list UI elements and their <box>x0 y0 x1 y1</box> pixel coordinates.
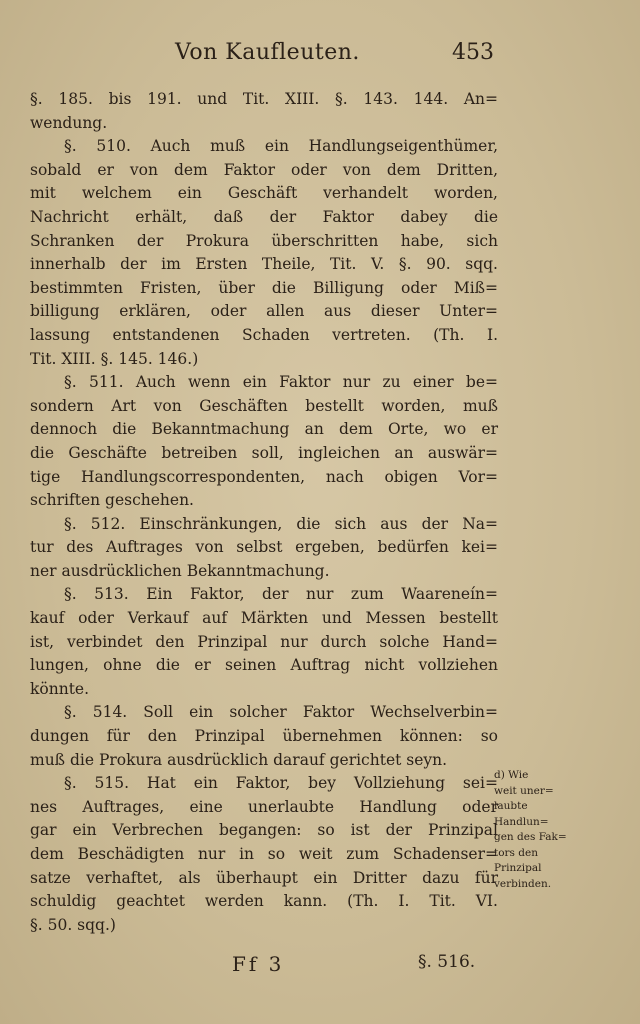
text-line: schriften geschehen. <box>30 491 194 510</box>
text-line: tige Handlungscorrespondenten, nach obigen Vor= <box>30 467 498 486</box>
text-line: wendung. <box>30 113 108 132</box>
text-line: bestimmten Fristen, über die Billigung oder Miß= <box>30 278 498 297</box>
text-line: Schranken der Prokura überschritten habe, sich <box>30 231 498 250</box>
running-head: Von Kaufleuten. <box>175 40 360 65</box>
margin-note-line: d) Wie <box>494 769 529 781</box>
margin-note-line: weit uner= <box>494 784 554 797</box>
text-line: satze verhaftet, als überhaupt ein Dritter dazu für <box>30 868 498 887</box>
text-line: nes Auftrages, eine unerlaubte Handlung oder <box>30 797 498 816</box>
text-line: mit welchem ein Geschäft verhandelt worden, <box>30 184 498 203</box>
body-text <box>30 88 498 937</box>
page-number: 453 <box>452 40 494 65</box>
margin-note <box>494 768 574 892</box>
text-line: §. 510. Auch muß ein Handlungseigenthümer, <box>64 137 498 156</box>
text-line: die Geschäfte betreiben soll, ingleichen an auswär= <box>30 443 498 462</box>
text-line: §. 515. Hat ein Faktor, bey Vollziehung sei= <box>64 774 498 793</box>
text-line: §. 514. Soll ein solcher Faktor Wechselverbin= <box>64 703 498 722</box>
text-line: sobald er von dem Faktor oder von dem Dritten, <box>30 160 498 179</box>
text-line: könnte. <box>30 679 90 698</box>
text-line: tur des Auftrages von selbst ergeben, bedürfen kei= <box>30 538 498 557</box>
text-line: innerhalb der im Ersten Theile, Tit. V. §. 90. sqq. <box>30 255 498 274</box>
signature-mark: Ff 3 <box>232 952 285 976</box>
text-line: billigung erklären, oder allen aus dieser Unter= <box>30 302 498 321</box>
page-header <box>0 40 640 76</box>
text-line: Nachricht erhält, daß der Faktor dabey die <box>30 207 498 226</box>
text-line: Tit. XIII. §. 145. 146.) <box>30 349 199 368</box>
text-line: dem Beschädigten nur in so weit zum Schadenser= <box>30 845 498 863</box>
text-line: sondern Art von Geschäften bestellt worden, muß <box>30 396 498 415</box>
text-line: dungen für den Prinzipal übernehmen können: so <box>30 727 498 746</box>
text-line: gar ein Verbrechen begangen: so ist der Prinzipal <box>30 821 498 840</box>
catchword: §. 516. <box>418 952 476 972</box>
text-line: lungen, ohne die er seinen Auftrag nicht vollziehen <box>30 656 498 675</box>
text-line: dennoch die Bekanntmachung an dem Orte, wo er <box>30 420 498 439</box>
text-line: §. 512. Einschränkungen, die sich aus der Na= <box>64 514 498 533</box>
text-line: schuldig geachtet werden kann. (Th. I. Tit. VI. <box>30 892 498 911</box>
text-line: muß die Prokura ausdrücklich darauf gerichtet seyn. <box>30 750 448 769</box>
text-line: kauf oder Verkauf auf Märkten und Messen bestellt <box>30 609 498 628</box>
margin-note-line: gen des Fak= <box>494 831 567 843</box>
text-line: lassung entstandenen Schaden vertreten. (Th. I. <box>30 325 498 344</box>
margin-note-line: laubte <box>494 800 528 812</box>
text-line: §. 511. Auch wenn ein Faktor nur zu einer be= <box>64 373 498 392</box>
margin-note-line: tors den <box>494 846 538 859</box>
text-line: §. 513. Ein Faktor, der nur zum Waareneín= <box>64 585 498 604</box>
margin-note-line: Handlun= <box>494 815 549 828</box>
text-line: §. 185. bis 191. und Tit. XIII. §. 143. 144. An= <box>30 90 498 108</box>
text-line: ner ausdrücklichen Bekanntmachung. <box>30 561 330 580</box>
text-line: §. 50. sqq.) <box>30 915 116 934</box>
text-line: ist, verbindet den Prinzipal nur durch solche Hand= <box>30 632 498 651</box>
page-footer <box>0 952 640 982</box>
margin-note-line: verbinden. <box>494 877 552 890</box>
margin-note-line: Prinzipal <box>494 862 542 874</box>
